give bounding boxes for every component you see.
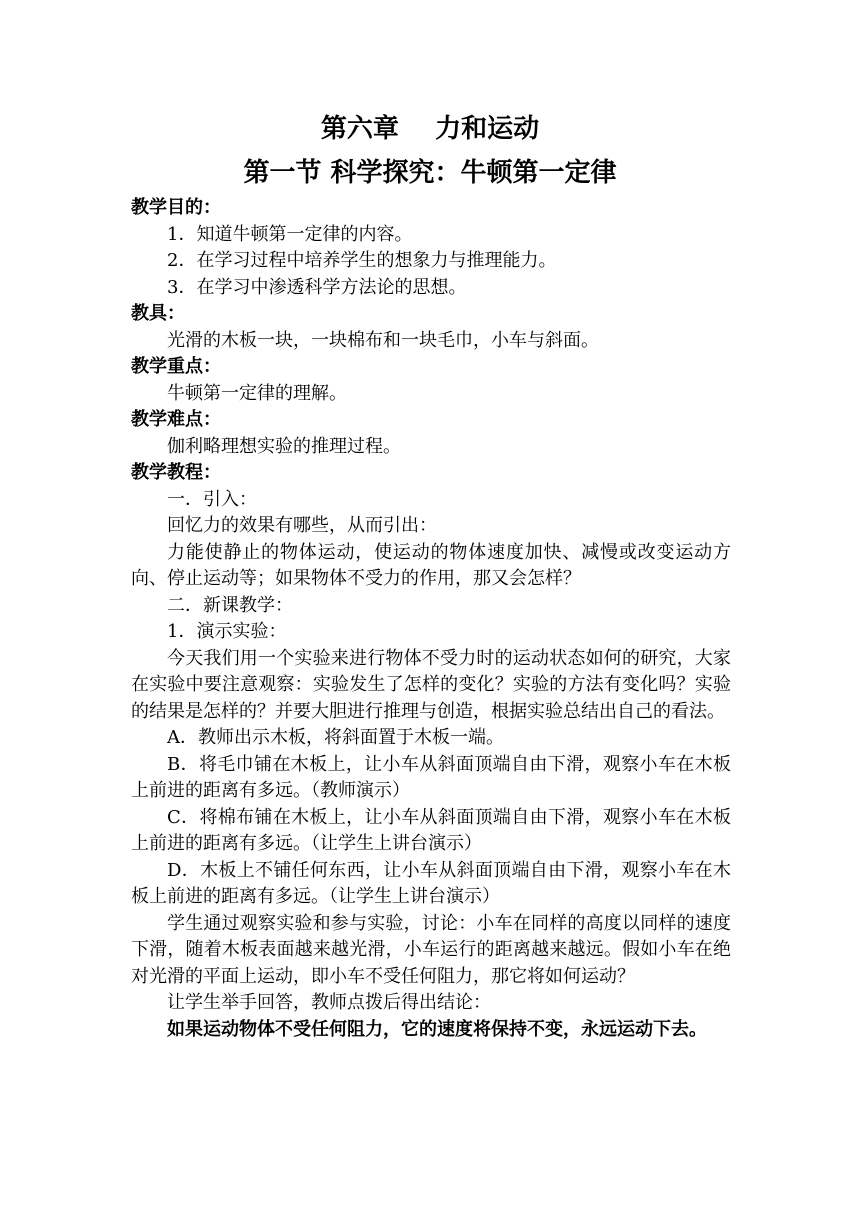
body-paragraph: 二．新课教学：	[167, 594, 293, 616]
body-paragraph: A．教师出示木板，将斜面置于木板一端。	[167, 727, 504, 748]
body-paragraph: D．木板上不铺任何东西，让小车从斜面顶端自由下滑，观察小车在木板上前进的距离有多远。（让学生上讲台演示）	[131, 859, 731, 907]
body-paragraph: 一．引入：	[167, 488, 257, 510]
body-paragraph: B．将毛巾铺在木板上，让小车从斜面顶端自由下滑，观察小车在木板上前进的距离有多远。（教师演示）	[131, 753, 731, 801]
section-title: 第一节 科学探究：牛顿第一定律	[243, 158, 617, 188]
body-paragraph: 3．在学习中渗透科学方法论的思想。	[167, 276, 467, 298]
section-heading: 教学目的：	[131, 197, 221, 218]
body-paragraph: 2．在学习过程中培养学生的想象力与推理能力。	[167, 250, 557, 271]
document-body	[131, 195, 731, 1043]
body-paragraph: 让学生举手回答，教师点拨后得出结论：	[167, 992, 491, 1013]
body-paragraph: C．将棉布铺在木板上，让小车从斜面顶端自由下滑，观察小车在木板上前进的距离有多远。（让学生上讲台演示）	[131, 806, 731, 854]
body-paragraph: 今天我们用一个实验来进行物体不受力时的运动状态如何的研究，大家在实验中要注意观察：实验发生了怎样的变化？实验的方法有变化吗？实验的结果是怎样的？并要大胆进行推理与创造，根据实验总结出自己的看法。	[131, 647, 731, 722]
chapter-title: 第六章 力和运动	[320, 114, 540, 144]
body-paragraph: 学生通过观察实验和参与实验，讨论：小车在同样的高度以同样的速度下滑，随着木板表面越来越光滑，小车运行的距离越来越远。假如小车在绝对光滑的平面上运动，即小车不受任何阻力，那它将如何运动？	[131, 912, 731, 987]
body-paragraph: 牛顿第一定律的理解。	[167, 382, 347, 404]
body-paragraph: 1．知道牛顿第一定律的内容。	[167, 223, 413, 245]
section-heading: 教学教程：	[131, 462, 221, 483]
body-paragraph: 1．演示实验：	[167, 621, 287, 642]
section-heading: 教学重点：	[131, 356, 221, 377]
body-paragraph: 伽利略理想实验的推理过程。	[167, 435, 401, 457]
body-paragraph: 回忆力的效果有哪些，从而引出：	[167, 515, 437, 536]
body-paragraph: 力能使静止的物体运动，使运动的物体速度加快、减慢或改变运动方向、停止运动等；如果物体不受力的作用，那又会怎样？	[131, 541, 731, 589]
conclusion-paragraph: 如果运动物体不受任何阻力，它的速度将保持不变，永远运动下去。	[167, 1018, 707, 1040]
section-heading: 教学难点：	[131, 409, 221, 430]
body-paragraph: 光滑的木板一块，一块棉布和一块毛巾，小车与斜面。	[167, 329, 599, 351]
section-heading: 教具：	[131, 303, 185, 324]
